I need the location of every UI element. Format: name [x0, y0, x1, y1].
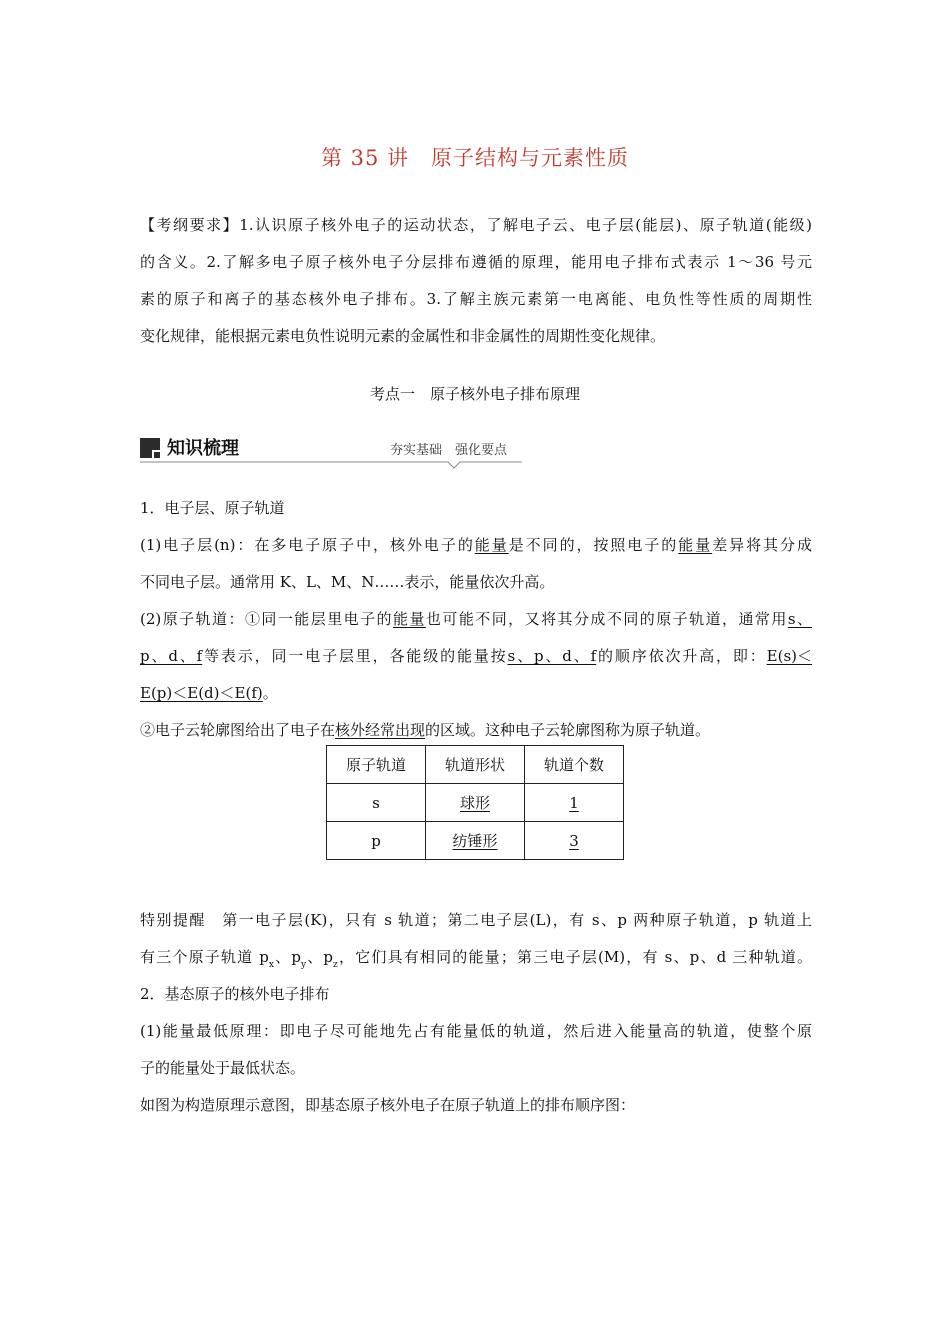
text-line: (1)能量最低原理：即电子尽可能地先占有能量低的轨道，然后进入能量高的轨道，使整个原	[140, 1022, 812, 1040]
page-title: 第 35 讲 原子结构与元素性质	[320, 146, 630, 170]
syllabus-line: 【考纲要求】1.认识原子核外电子的运动状态，了解电子云、电子层(能层)、原子轨道(能级)	[140, 216, 812, 234]
syllabus-tag: 【考纲要求】	[140, 216, 240, 234]
table-cell: 纺锤形	[426, 822, 525, 860]
text-line: 不同电子层。通常用 K、L、M、N……表示，能量依次升高。	[140, 573, 555, 591]
answer-blank: E(s)＜	[766, 647, 812, 665]
section2-heading: 2．基态原子的核外电子排布	[140, 985, 330, 1003]
section1-heading: 1．电子层、原子轨道	[140, 499, 285, 517]
table-header: 原子轨道	[327, 746, 426, 784]
section-box-icon	[140, 438, 160, 458]
answer-blank: 核外经常出现	[335, 721, 426, 739]
answer-blank: 能量	[393, 610, 426, 628]
text-line: p、d、f等表示，同一电子层里，各能级的能量按s、p、d、f的顺序依次升高，即：E(s)＜	[140, 647, 812, 665]
table-cell: 球形	[426, 784, 525, 822]
section-box-subtitle: 夯实基础 强化要点	[390, 443, 508, 458]
table-header: 轨道个数	[525, 746, 624, 784]
text-line: 如图为构造原理示意图，即基态原子核外电子在原子轨道上的排布顺序图：	[140, 1096, 636, 1114]
syllabus-line: 的含义。2.了解多电子原子核外电子分层排布遵循的原理，能用电子排布式表示 1～36 号元	[140, 253, 812, 271]
tip-line: 有三个原子轨道 $p_x$、$p_y$、$p_z$，它们具有相同的能量；第三电子层(M)，有 s、p、d 三种轨道。	[140, 948, 812, 970]
orbital-table	[326, 745, 624, 860]
answer-blank: E(p)＜E(d)＜E(f)	[140, 684, 263, 702]
table-row	[327, 784, 624, 822]
text-line: (1)电子层(n)：在多电子原子中，核外电子的能量是不同的，按照电子的能量差异将其分成	[140, 536, 812, 554]
table-cell: 1	[525, 784, 624, 822]
answer-blank: s、	[787, 610, 812, 628]
syllabus-line: 素的原子和离子的基态核外电子排布。3.了解主族元素第一电离能、电负性等性质的周期性	[140, 290, 812, 308]
table-header: 轨道形状	[426, 746, 525, 784]
answer-blank: s、p、d、f	[507, 647, 597, 665]
syllabus-line: 变化规律，能根据元素电负性说明元素的金属性和非金属性的周期性变化规律。	[140, 327, 666, 345]
point-heading: 考点一 原子核外电子排布原理	[369, 385, 580, 403]
answer-blank: 能量	[678, 536, 713, 554]
text-line: (2)原子轨道：①同一能层里电子的能量也可能不同，又将其分成不同的原子轨道，通常用s、	[140, 610, 812, 628]
text-line: E(p)＜E(d)＜E(f)。	[140, 684, 278, 702]
answer-blank: p、d、f	[140, 647, 203, 665]
answer-blank: 能量	[474, 536, 509, 554]
tip-line: 特别提醒 第一电子层(K)，只有 s 轨道；第二电子层(L)，有 s、p 两种原子轨道，p 轨道上	[140, 911, 812, 929]
text-line: ②电子云轮廓图给出了电子在核外经常出现的区域。这种电子云轮廓图称为原子轨道。	[140, 721, 711, 739]
table-cell: p	[327, 822, 426, 860]
text-line: 子的能量处于最低状态。	[140, 1059, 306, 1077]
table-row	[327, 822, 624, 860]
table-header-row	[327, 746, 624, 784]
section-box-divider	[140, 460, 522, 472]
section-box-title: 知识梳理	[167, 438, 239, 459]
table-cell: s	[327, 784, 426, 822]
table-cell: 3	[525, 822, 624, 860]
